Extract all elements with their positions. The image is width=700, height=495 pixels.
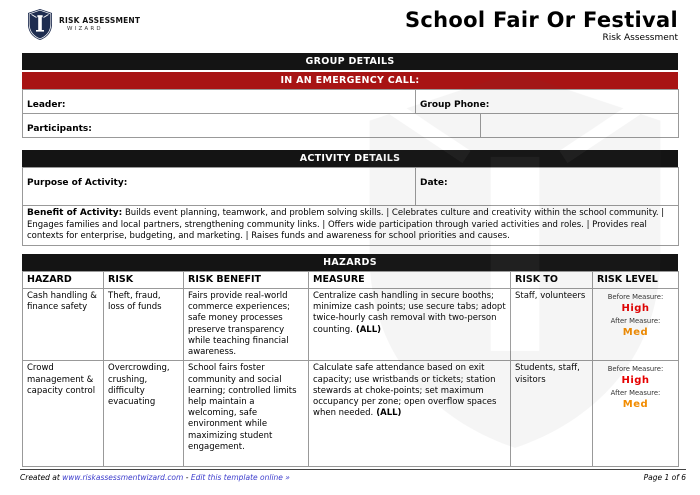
after-measure-label: After Measure: xyxy=(610,317,661,326)
risk-level-cell xyxy=(593,361,679,467)
before-measure-label: Before Measure: xyxy=(607,293,664,301)
risk-cell: Theft, fraud, loss of funds xyxy=(104,289,184,361)
brand-text xyxy=(59,17,140,31)
col-risk-benefit: RISK BENEFIT xyxy=(184,272,309,289)
hazard-row-1 xyxy=(23,289,679,361)
activity-details-header: ACTIVITY DETAILS xyxy=(22,150,678,167)
document-title: School Fair Or Festival xyxy=(405,8,678,32)
measure-all-tag: (ALL) xyxy=(355,324,382,335)
benefit-cell xyxy=(23,206,679,246)
activity-details-table xyxy=(22,167,679,246)
hazards-header: HAZARDS xyxy=(22,254,678,271)
col-measure: MEASURE xyxy=(309,272,511,289)
measure-all-tag: (ALL) xyxy=(376,408,402,419)
edit-template-link[interactable]: Edit this template online » xyxy=(190,473,290,482)
participants-cell[interactable] xyxy=(23,114,481,138)
date-cell[interactable] xyxy=(416,168,679,206)
col-risk-to: RISK TO xyxy=(511,272,593,289)
hazards-column-header-row xyxy=(23,272,679,289)
hazard-row-2 xyxy=(23,361,679,467)
group-details-table xyxy=(22,89,679,138)
measure-cell xyxy=(309,289,511,361)
measure-text: Centralize cash handling in secure booths; minimize cash points; use secure tabs; adopt twice-hourly cash removal with two-person counting. xyxy=(313,291,506,335)
purpose-row xyxy=(23,168,679,206)
shield-lighthouse-icon xyxy=(26,8,54,41)
brand-sub: WIZARD xyxy=(67,25,103,32)
leader-label: Leader: xyxy=(27,100,66,110)
after-measure-value: Med xyxy=(622,327,649,339)
risk-to-cell: Staff, volunteers xyxy=(511,289,593,361)
activity-details-section xyxy=(22,150,678,246)
group-phone-cell[interactable] xyxy=(416,90,679,114)
before-measure-label: Before Measure: xyxy=(607,365,664,374)
risk-level-cell xyxy=(593,289,679,361)
after-measure-label: After Measure: xyxy=(610,389,661,398)
risk-cell: Overcrowding, crushing, difficulty evacuating xyxy=(104,361,184,467)
risk-benefit-cell: Fairs provide real-world commerce experiences; safe money processes preserve transparency while teaching financial awareness. xyxy=(184,289,309,361)
leader-cell[interactable] xyxy=(23,90,416,114)
page-indicator: Page 1 of 6 xyxy=(643,473,686,482)
title-block xyxy=(405,8,678,43)
page-header xyxy=(0,0,700,50)
col-risk: RISK xyxy=(104,272,184,289)
hazard-cell: Cash handling & finance safety xyxy=(23,289,104,361)
hazard-cell: Crowd management & capacity control xyxy=(23,361,104,467)
col-risk-level: RISK LEVEL xyxy=(593,272,679,289)
group-details-section xyxy=(22,53,678,138)
footer-separator: - xyxy=(183,473,191,482)
footer-credit xyxy=(20,473,290,482)
benefit-text: Builds event planning, teamwork, and problem solving skills. | Celebrates culture and creativity within the school community. | Engages families and local partners, strengthening community links. | Offers wide participation through varied activities and roles. | Provides real contexts for enterprise, budgeting, and marketing. | Raises funds and awareness for school priorities and causes. xyxy=(27,208,665,242)
leader-row xyxy=(23,90,679,114)
after-measure-value: Med xyxy=(622,399,649,411)
group-phone-label: Group Phone: xyxy=(420,100,490,110)
risk-to-cell: Students, staff, visitors xyxy=(511,361,593,467)
document-subtitle: Risk Assessment xyxy=(602,33,678,43)
brand-name: RISK ASSESSMENT xyxy=(59,16,141,26)
brand-logo xyxy=(26,8,140,41)
benefit-label: Benefit of Activity: xyxy=(27,208,123,218)
hazards-table xyxy=(22,271,679,467)
participants-label: Participants: xyxy=(27,124,92,134)
participants-extra-cell[interactable] xyxy=(481,114,679,138)
col-hazard: HAZARD xyxy=(23,272,104,289)
participants-row xyxy=(23,114,679,138)
purpose-cell[interactable] xyxy=(23,168,416,206)
date-label: Date: xyxy=(420,178,448,188)
emergency-call-banner: IN AN EMERGENCY CALL: xyxy=(22,72,678,89)
measure-cell xyxy=(309,361,511,467)
purpose-label: Purpose of Activity: xyxy=(27,178,128,188)
measure-text: Calculate safe attendance based on exit capacity; use wristbands or tickets; station stewards at choke-points; set maximum occupancy per zone; open overflow spaces when needed. xyxy=(313,363,497,419)
page-footer xyxy=(20,469,686,482)
site-link[interactable]: www.riskassessmentwizard.com xyxy=(62,473,184,482)
group-details-header: GROUP DETAILS xyxy=(22,53,678,70)
benefit-row xyxy=(23,206,679,246)
hazards-section xyxy=(22,254,678,467)
before-measure-value: High xyxy=(621,375,650,387)
risk-benefit-cell: School fairs foster community and social learning; controlled limits help maintain a welcoming, safe environment while maximizing student engagement. xyxy=(184,361,309,467)
footer-created-text: Created at xyxy=(20,473,63,482)
before-measure-value: High xyxy=(621,302,650,314)
